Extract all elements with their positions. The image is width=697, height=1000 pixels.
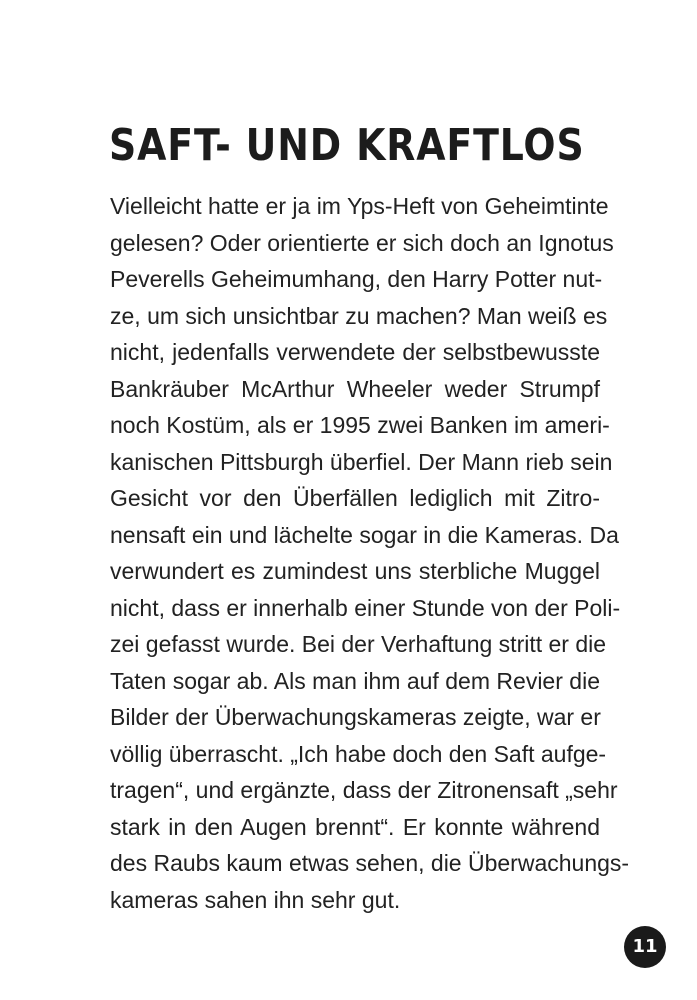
text-line: nicht, dass er innerhalb einer Stunde von der Poli- [110, 594, 621, 621]
page-number-badge: 11 [624, 926, 666, 968]
text-line: Vielleicht hatte er ja im Yps-Heft von Geheimtinte [110, 193, 609, 219]
text-line: nensaft ein und lächelte sogar in die Kameras. Da [110, 521, 619, 548]
text-line: kanischen Pittsburgh überfiel. Der Mann rieb sein [110, 448, 613, 475]
text-line: völlig überrascht. „Ich habe doch den Saft aufge- [110, 740, 607, 767]
text-line: verwundert es zumindest uns sterbliche Muggel [110, 558, 600, 584]
text-line: Taten sogar ab. Als man ihm auf dem Revier die [110, 667, 600, 694]
text-line: nicht, jedenfalls verwendete der selbstbewusste [110, 339, 600, 365]
text-line: zei gefasst wurde. Bei der Verhaftung stritt er die [110, 631, 607, 657]
text-line: Gesicht vor den Überfällen lediglich mit Zitro- [110, 485, 600, 511]
text-line: stark in den Augen brennt“. Er konnte während [110, 813, 600, 840]
body-paragraph [110, 188, 630, 918]
text-line-last: kameras sahen ihn sehr gut. [110, 886, 401, 913]
text-line: des Raubs kaum etwas sehen, die Überwachungs- [110, 850, 630, 876]
text-line: Bilder der Überwachungskameras zeigte, war er [110, 704, 601, 730]
chapter-title: SAFT- UND KRAFTLOS [109, 120, 585, 171]
text-line: tragen“, und ergänzte, dass der Zitronensaft „sehr [110, 777, 618, 803]
text-line: Bankräuber McArthur Wheeler weder Strumpf [110, 375, 600, 402]
text-line: Peverells Geheimumhang, den Harry Potter nut- [110, 266, 603, 292]
text-line: noch Kostüm, als er 1995 zwei Banken im ameri- [110, 412, 610, 438]
text-line: gelesen? Oder orientierte er sich doch an Ignotus [110, 229, 614, 256]
text-line: ze, um sich unsichtbar zu machen? Man weiß es [110, 302, 608, 329]
